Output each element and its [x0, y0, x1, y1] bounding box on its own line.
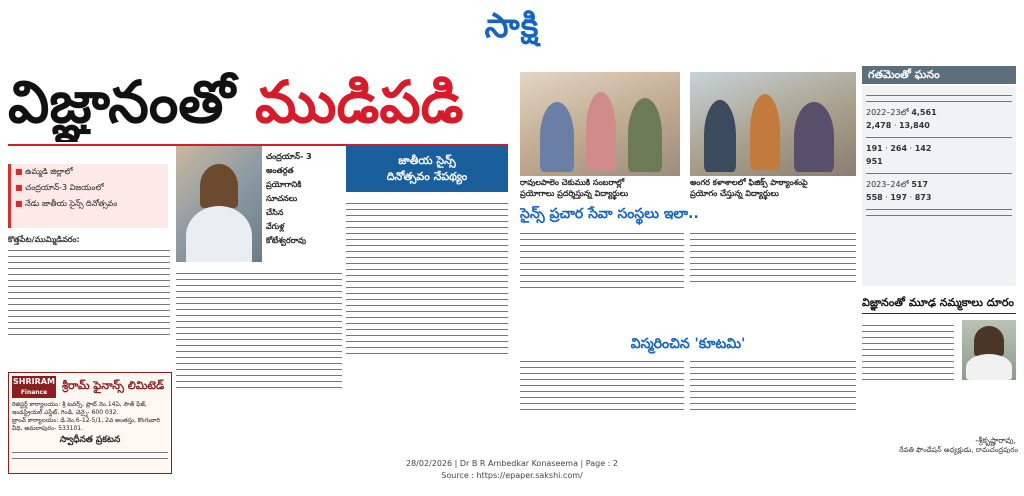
subhead-superstitions: విజ్ఞానంతో మూఢ నమ్మకాలు దూరం: [862, 296, 1014, 309]
footer-pageinfo: 28/02/2026 | Dr B R Ambedkar Konaseema | Page : 2: [405, 459, 619, 468]
sidebar-number-row: 191 · 264 · 142: [866, 144, 932, 153]
highlight-item: ■ చంద్రయాన్-3 విజయంలో: [15, 183, 104, 192]
portrait-caption: చంద్రయాన్- 3 అంతర్గత ప్రయోగానికి సూచనలు చేసిన వేగుళ్ల కోటేశ్వరరావు: [266, 152, 312, 245]
ad-branch: బ్రాంచ్ కార్యాలయం: డి.నెం.6-12-5/1, 2వ అంతస్తు, కొంగువారి వీధి, అమలాపురం- 533101.: [12, 417, 160, 432]
signature: -శ్రీకృష్ణారావు,: [975, 436, 1016, 445]
footer-source: Source : https://epaper.sakshi.com/: [441, 471, 583, 480]
text-column-6: [520, 356, 684, 454]
sidebar-number-row: 2,478 · 13,840: [866, 121, 930, 130]
highlights-box: [8, 164, 168, 228]
author-photo: [962, 320, 1016, 380]
portrait-photo: [176, 146, 262, 262]
text-column-5: [690, 228, 856, 324]
subhead-box: జాతీయ సైన్స్ దినోత్సవం నేపథ్యం: [346, 146, 508, 192]
text-column-1: కొత్తపేట/ముమ్మిడివరం:: [8, 234, 170, 368]
sidebar-number-row: 2023–24లో 517: [866, 180, 929, 189]
photo-students-2: [690, 72, 856, 176]
ad-address: రిజిస్టర్డ్ కార్యాలయం: శ్రీ టవర్స్, ప్లాట్ నెం.14ఏ, సౌత్ ఫేజ్, ఇండస్ట్రియల్ ఎస్టేట్, గిండి, చెన్నై- 600 032.: [12, 401, 147, 416]
headline-part1: విజ్ఞానంతో: [8, 68, 235, 136]
shriram-logo: SHRIRAM Finance: [13, 377, 55, 396]
masthead-logo: సాక్షి: [484, 6, 540, 46]
headline: [8, 62, 508, 142]
masthead: [0, 0, 1024, 52]
text-column-4: [520, 228, 684, 328]
photo1-caption: రావులపాలెం చెకుముకి సంబరాల్లో ప్రయోగాలు ప్రదర్శిస్తున్న విద్యార్థులు: [520, 178, 629, 198]
footer: [0, 458, 1024, 482]
signature-sub: రేవతి ఫౌండేషన్ అధ్యక్షుడు, రామచంద్రపురం: [899, 446, 1018, 454]
subhead-organizations: సైన్స్ ప్రచార సేవా సంస్థలు ఇలా..: [520, 206, 699, 222]
sidebar-number-row: 2022–23లో 4,561: [866, 108, 937, 117]
sidebar-number-row: 558 · 197 · 873: [866, 193, 932, 202]
text-column-7: [690, 356, 856, 454]
ad-title: శ్రీరామ్ ఫైనాన్స్ లిమిటెడ్: [62, 379, 165, 392]
text-column-3: [346, 198, 508, 454]
subhead-superstitions-rule: [862, 313, 1016, 314]
highlight-item: ■ ఉమ్మడి జిల్లాలో: [15, 167, 73, 176]
sidebar-number-row: 951: [866, 157, 883, 166]
highlight-item: ■ నేడు జాతీయ సైన్స్ దినోత్సవం: [15, 199, 118, 208]
photo2-caption: అంగర కళాశాలలో ఫిజిక్స్ పాఠ్యాంశంపై ప్రయోగం చేస్తున్న విద్యార్థులు: [690, 178, 808, 198]
text-column-2: [176, 268, 342, 454]
subhead-kootami: విస్మరించిన 'కూటమి': [630, 336, 746, 352]
sidebar-title: గతమెంతో ఘనం: [862, 66, 1016, 84]
photo-students-1: [520, 72, 680, 176]
sidebar-body: [862, 86, 1016, 286]
text-column-8: [862, 320, 954, 430]
ad-notice-title: స్వాధీనత ప్రకటన: [59, 435, 121, 445]
headline-part2: ముడిపడి: [255, 68, 464, 136]
